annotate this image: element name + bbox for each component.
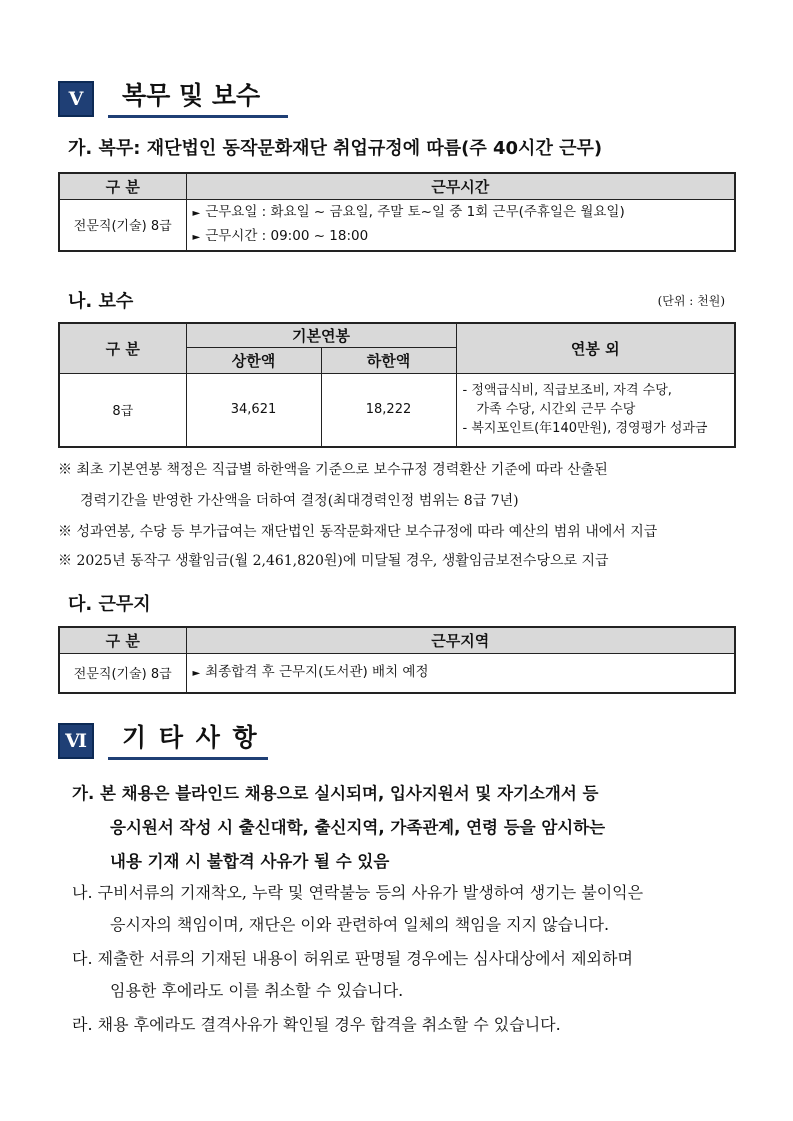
triangle-bullet-icon: ► (192, 667, 201, 679)
table3-location-cell (186, 653, 735, 693)
item-na-line-1: 나. 구비서류의 기재착오, 누락 및 연락불능 등의 사유가 발생하여 생기는 불이익은 (72, 883, 644, 902)
table3-header-location: 근무지역 (186, 627, 735, 653)
extra-line-2: 가족 수당, 시간외 근무 수당 (476, 402, 636, 418)
work-hours-table (58, 172, 736, 252)
section-6-number: Ⅵ (58, 723, 94, 759)
salary-heading: 나. 보수 (68, 291, 134, 312)
workplace-heading: 다. 근무지 (68, 594, 151, 615)
item-ra-line-1: 라. 채용 후에라도 결격사유가 확인될 경우 합격을 취소할 수 있습니다. (72, 1015, 561, 1034)
work-time-text: 근무시간 : 09:00 ~ 18:00 (205, 227, 369, 244)
item-na-line-2: 응시자의 책임이며, 재단은 이와 관련하여 일체의 책임을 지지 않습니다. (110, 915, 610, 934)
triangle-bullet-icon: ► (192, 231, 201, 243)
table2-header-extra: 연봉 외 (456, 323, 735, 373)
item-ga-line-1: 가. 본 채용은 블라인드 채용으로 실시되며, 입사지원서 및 자기소개서 등 (72, 784, 599, 803)
table2-upper-value: 34,621 (186, 373, 321, 447)
item-da-line-2: 임용한 후에라도 이를 취소할 수 있습니다. (110, 981, 404, 1000)
item-ga-line-2: 응시원서 작성 시 출신대학, 출신지역, 가족관계, 연령 등을 암시하는 (110, 818, 606, 837)
table1-row-label: 전문직(기술) 8급 (59, 199, 186, 251)
table2-header-category: 구 분 (59, 323, 186, 373)
table3-header-category: 구 분 (59, 627, 186, 653)
table2-header-upper: 상한액 (186, 347, 321, 373)
extra-line-1: - 정액급식비, 직급보조비, 자격 수당, (462, 383, 672, 399)
note-1: ※ 최초 기본연봉 책정은 직급별 하한액을 기준으로 보수규정 경력환산 기준에 따라 산출된 (58, 462, 608, 478)
note-1-continued: 경력기간을 반영한 가산액을 더하여 결정(최대경력인정 범위는 8급 7년) (80, 493, 519, 509)
unit-label: (단위 : 천원) (657, 294, 725, 308)
extra-line-3: - 복지포인트(年140만원), 경영평가 성과금 (462, 421, 708, 437)
table1-hours-cell (186, 199, 735, 251)
section-5-number: Ⅴ (58, 81, 94, 117)
table2-extra-cell (456, 373, 735, 447)
table2-header-lower: 하한액 (321, 347, 456, 373)
note-3: ※ 2025년 동작구 생활임금(월 2,461,820원)에 미달될 경우, 생활임금보전수당으로 지급 (58, 553, 609, 569)
section-6-header (58, 722, 268, 760)
salary-table (58, 322, 736, 448)
note-2: ※ 성과연봉, 수당 등 부가급여는 재단법인 동작문화재단 보수규정에 따라 예산의 범위 내에서 지급 (58, 524, 658, 540)
section-5-title: 복무 및 보수 (108, 80, 288, 118)
table1-header-hours: 근무시간 (186, 173, 735, 199)
item-ga-line-3: 내용 기재 시 불합격 사유가 될 수 있음 (110, 852, 390, 871)
table2-header-base-salary: 기본연봉 (186, 323, 456, 347)
work-days-text: 근무요일 : 화요일 ~ 금요일, 주말 토~일 중 1회 근무(주휴일은 월요일) (205, 203, 625, 220)
section-5-header (58, 80, 288, 118)
location-text: 최종합격 후 근무지(도서관) 배치 예정 (205, 663, 429, 680)
item-da-line-1: 다. 제출한 서류의 기재된 내용이 허위로 판명될 경우에는 심사대상에서 제외하며 (72, 949, 633, 968)
workplace-table (58, 626, 736, 694)
section-6-title: 기 타 사 항 (108, 722, 268, 760)
table3-row-label: 전문직(기술) 8급 (59, 653, 186, 693)
triangle-bullet-icon: ► (192, 207, 201, 219)
table2-grade: 8급 (59, 373, 186, 447)
table1-header-category: 구 분 (59, 173, 186, 199)
table2-lower-value: 18,222 (321, 373, 456, 447)
duty-heading: 가. 복무: 재단법인 동작문화재단 취업규정에 따름(주 40시간 근무) (68, 138, 603, 159)
